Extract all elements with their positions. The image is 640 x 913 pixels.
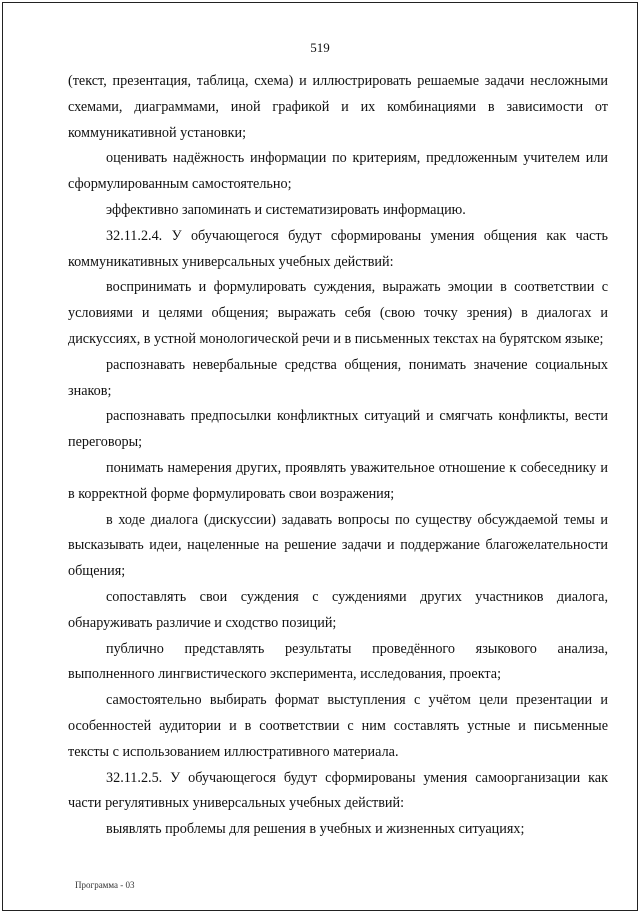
- paragraph: в ходе диалога (дискуссии) задавать вопросы по существу обсуждаемой темы и высказывать идеи, нацеленные на решение задачи и поддержание благожелательности общения;: [68, 511, 608, 580]
- paragraph: сопоставлять свои суждения с суждениями других участников диалога, обнаруживать различие и сходство позиций;: [68, 588, 608, 631]
- paragraph: самостоятельно выбирать формат выступления с учётом цели презентации и особенностей аудитории и в соответствии с ним составлять устные и письменные тексты с использованием иллюстративного материала.: [68, 692, 608, 760]
- footer-program-label: Программа - 03: [75, 880, 135, 890]
- paragraph: эффективно запоминать и систематизировать информацию.: [106, 201, 466, 218]
- paragraph: оценивать надёжность информации по критериям, предложенным учителем или сформулированным самостоятельно;: [68, 150, 608, 193]
- section-heading-paragraph: 32.11.2.4. У обучающегося будут сформированы умения общения как часть коммуникативных универсальных учебных действий:: [68, 227, 608, 270]
- paragraph: выявлять проблемы для решения в учебных и жизненных ситуациях;: [106, 821, 525, 838]
- paragraph: публично представлять результаты проведённого языкового анализа, выполненного лингвистического эксперимента, исследования, проекта;: [68, 640, 608, 683]
- section-heading-paragraph: 32.11.2.5. У обучающегося будут сформированы умения самоорганизации как части регулятивных универсальных учебных действий:: [68, 769, 608, 812]
- paragraph: распознавать предпосылки конфликтных ситуаций и смягчать конфликты, вести переговоры;: [68, 408, 608, 451]
- paragraph: понимать намерения других, проявлять уважительное отношение к собеседнику и в корректной форме формулировать свои возражения;: [68, 459, 608, 502]
- page-number: 519: [310, 40, 330, 55]
- paragraph: (текст, презентация, таблица, схема) и иллюстрировать решаемые задачи несложными схемами, диаграммами, иной графикой и их комбинациями в зависимости от коммуникативной установки;: [68, 73, 608, 141]
- paragraph: воспринимать и формулировать суждения, выражать эмоции в соответствии с условиями и целями общения; выражать себя (свою точку зрения) в диалогах и дискуссиях, в устной монологической речи и в письменных текстах на бурятском языке;: [68, 279, 608, 347]
- document-body: [68, 69, 608, 843]
- paragraph: распознавать невербальные средства общения, понимать значение социальных знаков;: [68, 356, 608, 399]
